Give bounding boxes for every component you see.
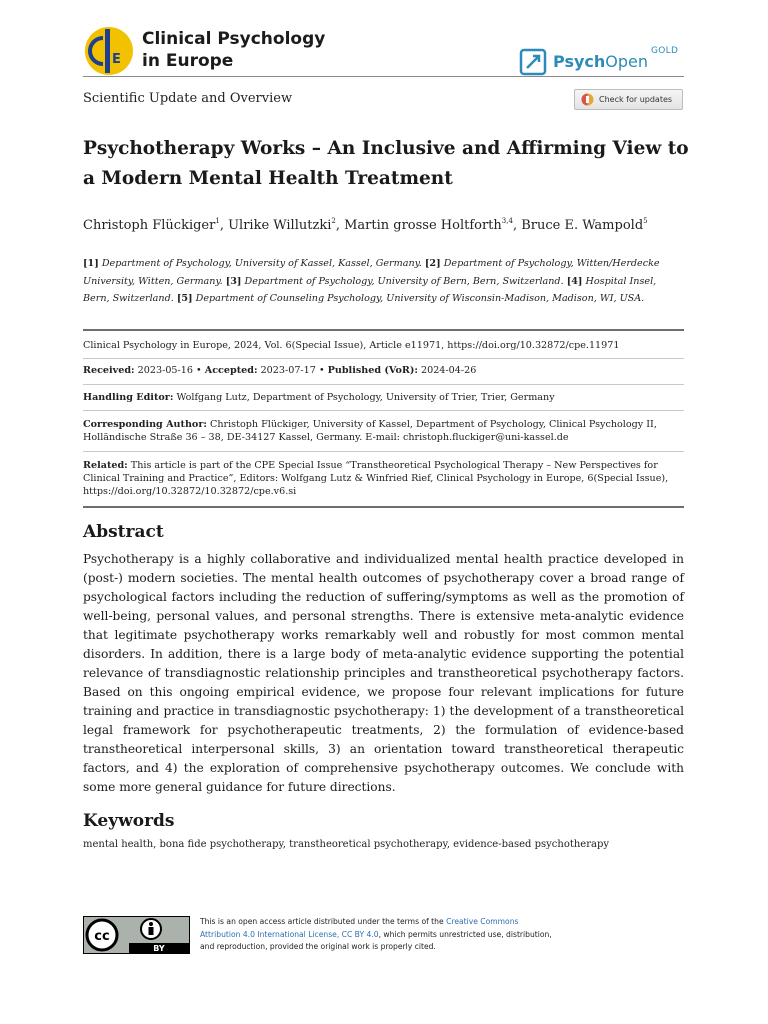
- license-link[interactable]: Creative Commons Attribution 4.0 International License, CC BY 4.0: [200, 917, 519, 939]
- author-affil-sup: 5: [643, 217, 648, 225]
- meta-top-rule: [83, 329, 684, 331]
- affil-text: Department of Psychology, Witten/Herdecke University, Witten, Germany.: [83, 258, 660, 287]
- corresponding-author-label: Corresponding Author:: [83, 419, 207, 430]
- license-text: [200, 916, 560, 954]
- affil-text: Department of Psychology, University of Kassel, Kassel, Germany.: [101, 258, 422, 269]
- journal-name-line2: in Europe: [142, 51, 234, 71]
- psychopen-open: Open: [605, 52, 649, 71]
- meta-bottom-rule: [83, 506, 684, 508]
- affil-number: [4]: [566, 275, 583, 287]
- journal-name: [142, 28, 325, 72]
- license-block: [83, 916, 553, 956]
- affiliations: [83, 255, 683, 308]
- citation-text[interactable]: Clinical Psychology in Europe, 2024, Vol. 6(Special Issue), Article e11971, https://doi.org/10.32872/cpe.11971: [83, 340, 620, 351]
- handling-editor-line: [83, 391, 684, 404]
- cc-badge-text: cc: [94, 929, 110, 944]
- received-label: Received:: [83, 365, 135, 376]
- check-for-updates-label: Check for updates: [599, 95, 673, 104]
- author-name[interactable]: Bruce E. Wampold: [521, 218, 644, 233]
- handling-editor-label: Handling Editor:: [83, 392, 174, 403]
- journal-logo-icon: [83, 26, 135, 76]
- author-affil-sup: 2: [331, 217, 336, 225]
- psychopen-logo[interactable]: [519, 46, 685, 80]
- psychopen-wordmark: [553, 52, 648, 71]
- author-name[interactable]: Martin grosse Holtforth: [344, 218, 502, 233]
- affil-number: [3]: [225, 275, 242, 287]
- corresponding-author: Christoph Flückiger, University of Kassel, Department of Psychology, Clinical Psychology II, Holländische Straße 36 – 38, DE-34127 Kassel, Germany. E-mail: christoph.fluckiger@uni-kassel.de: [83, 419, 657, 443]
- received-date: 2023-05-16: [137, 365, 193, 376]
- cc-by-badge-icon[interactable]: [83, 916, 190, 954]
- header-rule: [83, 76, 684, 77]
- author-affil-sup: 3,4: [501, 217, 513, 225]
- psychopen-gold: GOLD: [651, 46, 679, 56]
- abstract-text: Psychotherapy is a highly collaborative and individualized mental health practice developed in (post-) modern societies. The mental health outcomes of psychotherapy cover a broad range of psychological factors including the reduction of suffering/symptoms as well as the promotion of well-being, personal values, and personal strengths. There is extensive meta-analytic evidence that legitimate psychotherapy works remarkably well and robustly for most common mental disorders. In addition, there is a large body of meta-analytic evidence supporting the potential relevance of transdiagnostic relationship principles and transtheoretical psychotherapy factors. Based on this ongoing empirical evidence, we propose four relevant implications for future training and practice in transdiagnostic psychotherapy: 1) the development of a transtheoretical legal framework for psychotherapeutic treatments, 2) the formulation of evidence-based transtheoretical interpersonal skills, 3) an orientation toward transtheoretical therapeutic factors, and 4) the exploration of comprehensive psychotherapy outcomes. We conclude with some more general guidance for future directions.: [83, 552, 684, 794]
- affil-text: Department of Psychology, University of Bern, Bern, Switzerland.: [244, 275, 564, 287]
- affil-number: [5]: [176, 293, 193, 304]
- abstract-heading: Abstract: [83, 522, 164, 542]
- affil-text: Department of Counseling Psychology, University of Wisconsin-Madison, Madison, WI, USA.: [195, 293, 645, 304]
- related-text: This article is part of the CPE Special Issue “Transtheoretical Psychological Therapy – New Perspectives for Clinical Training and Practice”, Editors: Wolfgang Lutz & Winfried Rief, Clinical Psychology in Europe, 6(Special Issue), https://doi.org/10.32872/10.32872/cpe.v6.si: [83, 460, 669, 497]
- corresponding-author-line: [83, 418, 684, 444]
- meta-divider: [83, 384, 684, 385]
- keywords-heading: Keywords: [83, 811, 175, 831]
- journal-header: [83, 26, 684, 78]
- license-text-after: , which permits unrestricted use, distribution, and reproduction, provided the original work is properly cited.: [200, 929, 552, 951]
- by-badge-text: BY: [153, 944, 165, 953]
- keywords-text: mental health, bona fide psychotherapy, transtheoretical psychotherapy, evidence-based psychotherapy: [83, 839, 610, 850]
- article-title: Psychotherapy Works – An Inclusive and Affirming View to a Modern Mental Health Treatment: [83, 138, 689, 189]
- affil-text: Hospital Insel, Bern, Switzerland.: [83, 275, 657, 304]
- related-line: [83, 459, 684, 498]
- svg-text:E: E: [112, 52, 121, 67]
- dates-line: Received: 2023-05-16 • Accepted: 2023-07-17 • Published (VoR): 2024-04-26: [83, 365, 477, 376]
- psychopen-icon: [519, 48, 547, 76]
- author-affil-sup: 1: [215, 217, 220, 225]
- meta-divider: [83, 410, 684, 411]
- accepted-label: Accepted:: [204, 365, 258, 376]
- author-name[interactable]: Ulrike Willutzki: [228, 218, 332, 233]
- related-label: Related:: [83, 460, 128, 471]
- published-date: 2024-04-26: [421, 365, 477, 376]
- author-name[interactable]: Christoph Flückiger: [83, 218, 216, 233]
- check-for-updates-button[interactable]: [574, 89, 683, 110]
- published-label: Published (VoR):: [327, 365, 418, 376]
- license-text-before: This is an open access article distributed under the terms of the: [200, 917, 447, 926]
- psychopen-psych: Psych: [553, 52, 606, 71]
- affil-number: [1]: [83, 258, 99, 269]
- meta-divider: [83, 451, 684, 452]
- handling-editor: Wolfgang Lutz, Department of Psychology, University of Trier, Trier, Germany: [176, 392, 555, 403]
- crossmark-icon: [581, 93, 594, 106]
- citation-line: [83, 339, 684, 352]
- accepted-date: 2023-07-17: [260, 365, 316, 376]
- author-list: Christoph Flückiger$^1$, Ulrike Willutzki$^2$, Martin grosse Holtforth$^{3,4}$, Bruce E. Wampold$^5$: [83, 217, 648, 233]
- meta-divider: [83, 358, 684, 359]
- affil-number: [2]: [424, 258, 441, 269]
- journal-name-line1: Clinical Psychology: [142, 29, 326, 49]
- article-type: Scientific Update and Overview: [83, 91, 293, 106]
